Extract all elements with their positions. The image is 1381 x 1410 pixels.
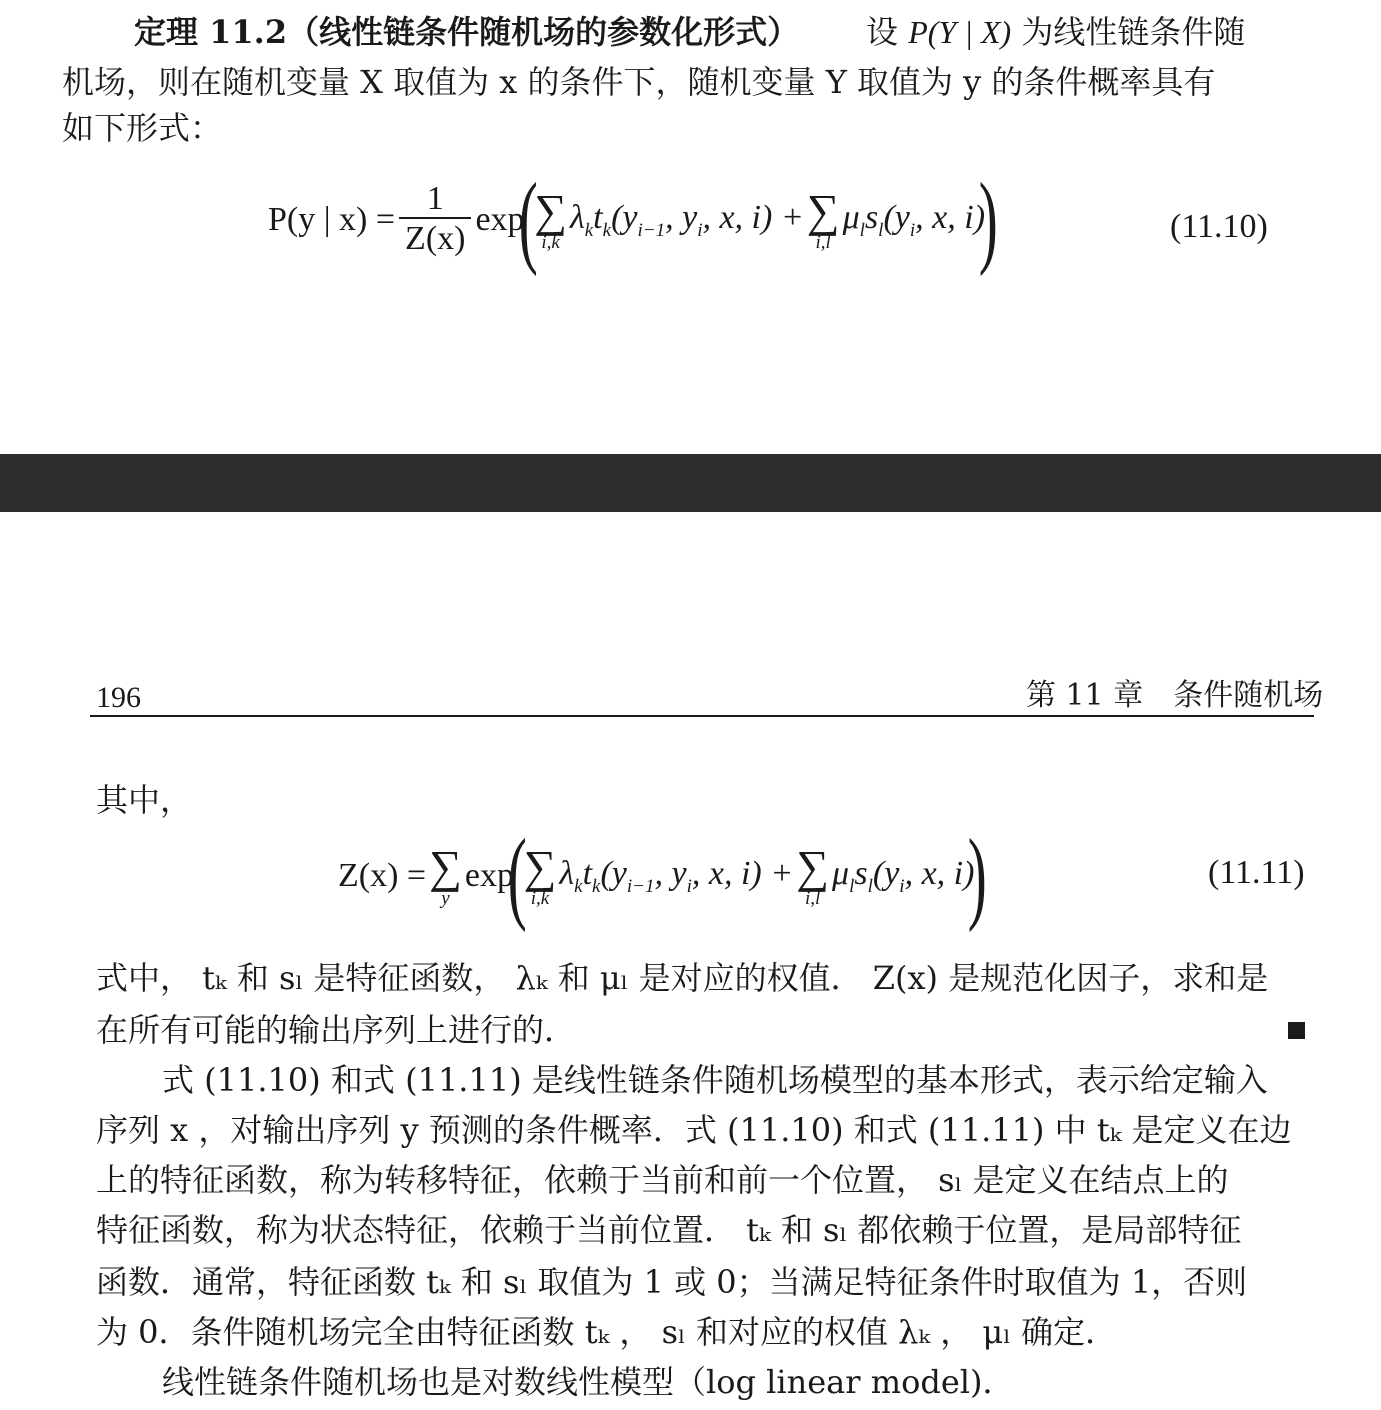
eq2-left-paren: ( [507,818,527,933]
eq2-sum-1 [523,841,557,909]
eq2-sum-2 [796,841,829,909]
theorem-text-a: 设 [866,13,909,51]
header-rule [90,715,1314,717]
eq-lhs: P(y | x) = [268,201,396,238]
eq2-term-2: $\mu_ls_l(y_i$, x, i) [832,854,975,897]
theorem-label: 定理 11.2 [134,13,288,51]
paragraph-2-line-1: 式 (11.10) 和式 (11.11) 是线性链条件随机场模型的基本形式，表示给定输入 [162,1061,1268,1099]
paragraph-1-line-1: 式中， tₖ 和 sₗ 是特征函数， λₖ 和 μₗ 是对应的权值． Z(x) 是规范化因子，求和是 [96,959,1269,997]
sigma-icon: ∑ [523,841,557,892]
eq-sum-2-sub: i,l [815,232,831,253]
theorem-text-b: P(Y | X) [908,14,1012,50]
theorem-title: （线性链条件随机场的参数化形式） [287,13,800,51]
eq-term-1: $\lambda_kt_k(y_{i-1}$, $y_i$, x, i) + [570,198,804,241]
equation-number-11-11: (11.11) [1208,854,1305,891]
page-number: 196 [96,681,141,714]
eq-sum-1-sub: i,k [541,232,560,253]
eq-fraction [399,181,471,259]
equation-number-11-10: (11.10) [1170,208,1268,245]
eq2-lhs: Z(x) = [338,857,427,894]
paragraph-2-line-4: 特征函数，称为状态特征，依赖于当前位置． tₖ 和 sₗ 都依赖于位置，是局部特征 [96,1211,1242,1249]
eq-right-paren: ) [978,162,998,277]
eq-term-2: $\mu_ls_l(y_i$, x, i) [842,198,986,241]
eq-exp: exp [475,201,525,238]
paragraph-2-line-3: 上的特征函数，称为转移特征，依赖于当前和前一个位置， sₗ 是定义在结点上的 [96,1161,1229,1199]
eq2-right-paren: ) [968,818,988,933]
theorem-line1-rest [866,12,1245,52]
theorem-heading-line [134,12,799,52]
paragraph-2-line-5: 函数．通常，特征函数 tₖ 和 sₗ 取值为 1 或 0；当满足特征条件时取值为 1，否则 [96,1263,1248,1301]
sigma-icon: ∑ [534,185,567,236]
equation-11-10 [268,162,998,277]
eq-left-paren: ( [518,162,538,277]
paragraph-2-line-2: 序列 x ，对输出序列 y 预测的条件概率．式 (11.10) 和式 (11.11) 中 tₖ 是定义在边 [96,1111,1292,1149]
eq2-sum-2-sub: i,l [804,888,821,909]
theorem-line2: 机场，则在随机变量 X 取值为 x 的条件下，随机变量 Y 取值为 y 的条件概率具有 [62,63,1216,101]
eq-frac-num: 1 [426,180,444,217]
sigma-icon: ∑ [806,185,840,236]
paragraph-3-line-1: 线性链条件随机场也是对数线性模型（log linear model)． [162,1363,1015,1401]
eq2-sum-0 [429,841,462,909]
page-top-fragment [0,0,1381,454]
theorem-text-c: 为线性链条件随 [1011,13,1246,51]
paragraph-1-line-2: 在所有可能的输出序列上进行的． [96,1011,577,1049]
eq-sum-2 [806,185,840,253]
sigma-icon: ∑ [796,841,829,892]
page-separator [0,454,1381,512]
equation-11-11 [338,818,988,933]
eq2-sum-0-sub: y [441,888,450,909]
eq2-term-1: $\lambda_kt_k(y_{i-1}$, $y_i$, x, i) + [559,854,794,897]
eq-frac-den: Z(x) [399,217,471,259]
theorem-line3: 如下形式： [62,109,223,147]
eq-sum-1 [534,185,567,253]
paragraph-2-line-6: 为 0．条件随机场完全由特征函数 tₖ ， sₗ 和对应的权值 λₖ ， μₗ 确定． [96,1313,1118,1351]
chapter-header: 第 11 章 条件随机场 [1026,678,1324,713]
sigma-icon: ∑ [429,841,462,892]
qed-icon [1288,1022,1305,1039]
where-label: 其中， [96,781,193,819]
eq2-sum-1-sub: i,k [530,888,550,909]
eq2-exp: exp [464,857,514,894]
